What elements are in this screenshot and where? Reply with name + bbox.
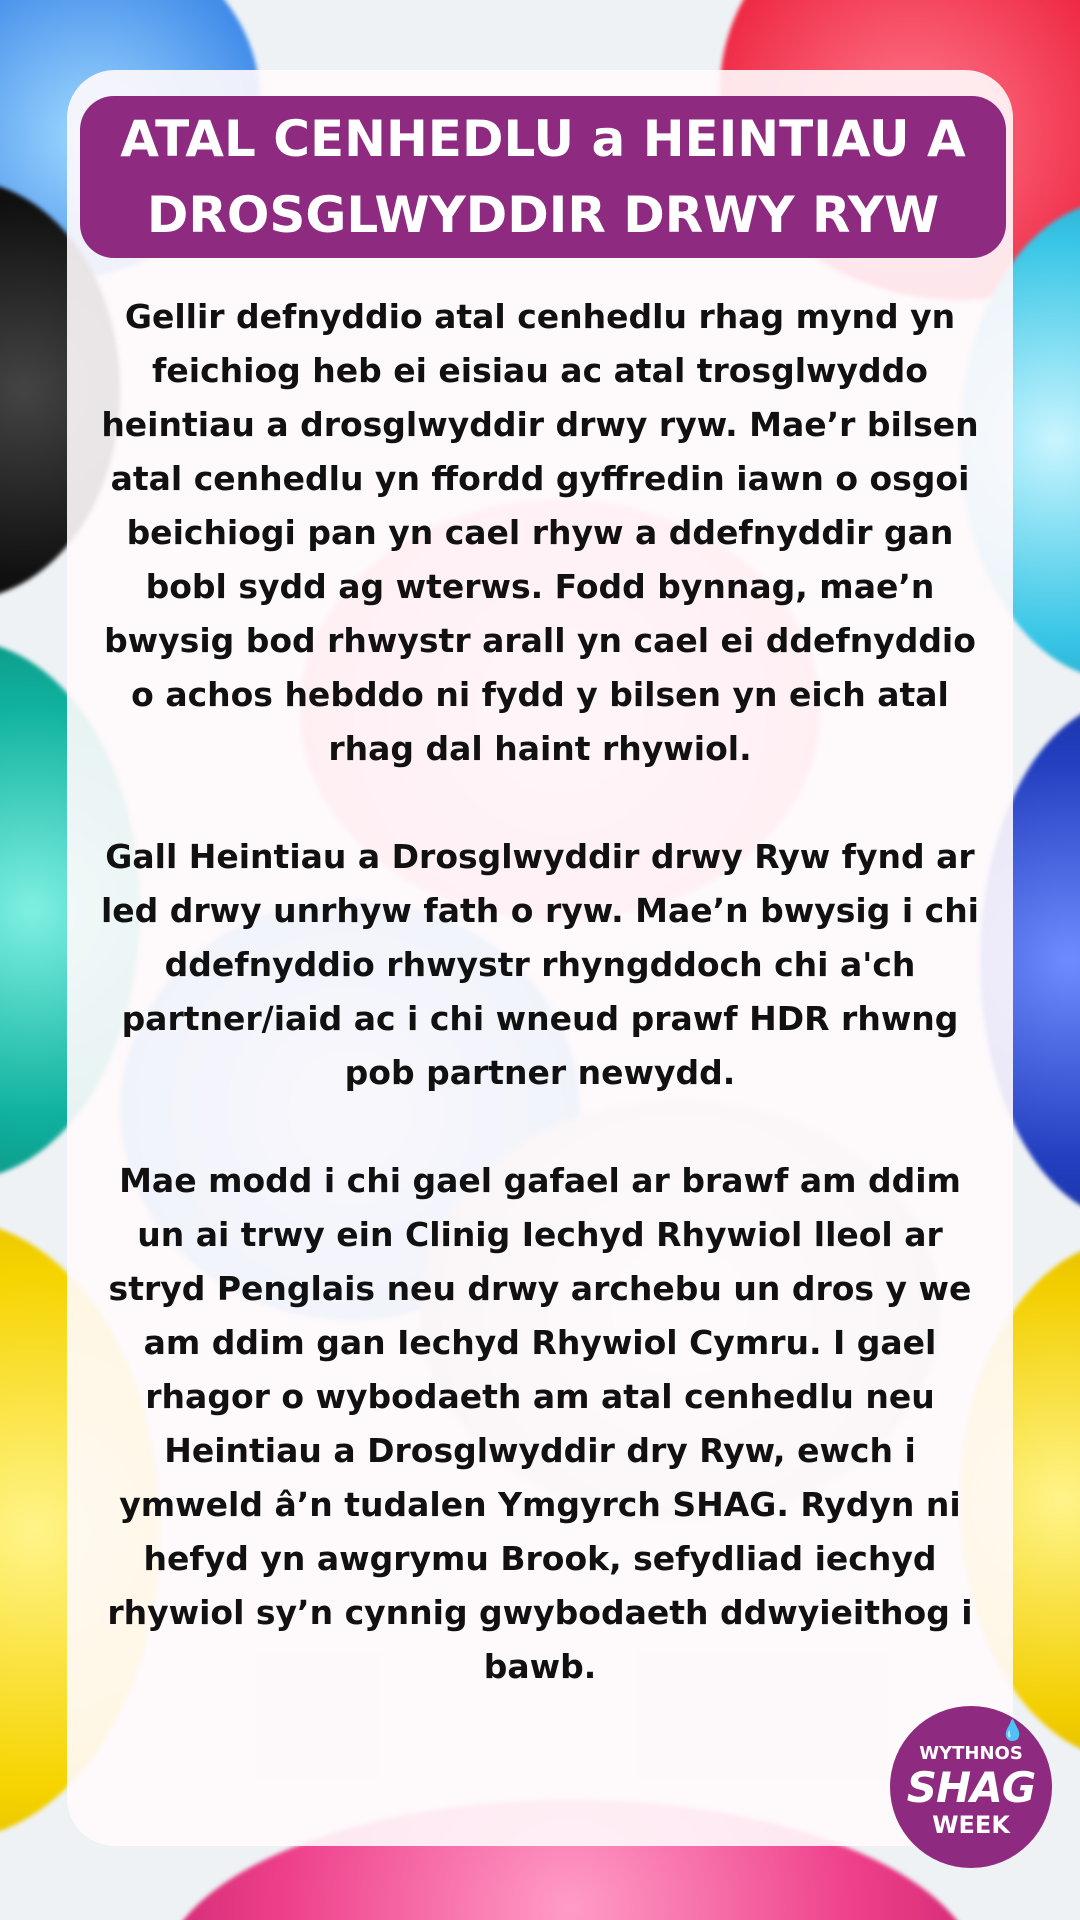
shag-week-logo (890, 1706, 1052, 1868)
paragraph-testing-info: Mae modd i chi gael gafael ar brawf am ddim un ai trwy ein Clinig Iechyd Rhywiol lleol ar stryd Penglais neu drwy archebu un dros y we am ddim gan Iechyd Rhywiol Cymru. I gael rhagor o wybodaeth am atal cenhedlu neu Heintiau a Drosglwyddir dry Ryw, ewch i ymweld â’n tudalen Ymgyrch SHAG. Rydyn ni hefyd yn awgrymu Brook, sefydliad iechyd rhywiol sy’n cynnig gwybodaeth ddwyieithog i bawb. (107, 1161, 973, 1686)
paragraph-contraception: Gellir defnyddio atal cenhedlu rhag mynd yn feichiog heb ei eisiau ac atal trosglwyddo heintiau a drosglwyddir drwy ryw. Mae’r bilsen atal cenhedlu yn ffordd gyffredin iawn o osgoi beichiogi pan yn cael rhyw a ddefnyddir gan bobl sydd ag wterws. Fodd bynnag, mae’n bwysig bod rhwystr arall yn cael ei ddefnyddio o achos hebddo ni fydd y bilsen yn eich atal rhag dal haint rhywiol. (101, 297, 979, 768)
body-text (100, 290, 980, 1694)
logo-line-shag: SHAG (906, 1763, 1036, 1812)
paragraph-sti-spread: Gall Heintiau a Drosglwyddir drwy Ryw fynd ar led drwy unrhyw fath o ryw. Mae’n bwysig i chi ddefnyddio rhwystr rhyngddoch chi a'ch partner/iaid ac i chi wneud prawf HDR rhwng pob partner newydd. (100, 837, 979, 1092)
logo-line-week: WEEK (932, 1811, 1010, 1839)
droplets-icon: 💧 (1000, 1718, 1025, 1742)
title-line-2: DROSGLWYDDIR DRWY RYW (146, 186, 940, 244)
logo-line-wythnos: WYTHNOS (919, 1743, 1023, 1764)
title-line-1: ATAL CENHEDLU a HEINTIAU A (120, 110, 966, 168)
page-title (120, 101, 965, 253)
title-banner (80, 96, 1006, 258)
